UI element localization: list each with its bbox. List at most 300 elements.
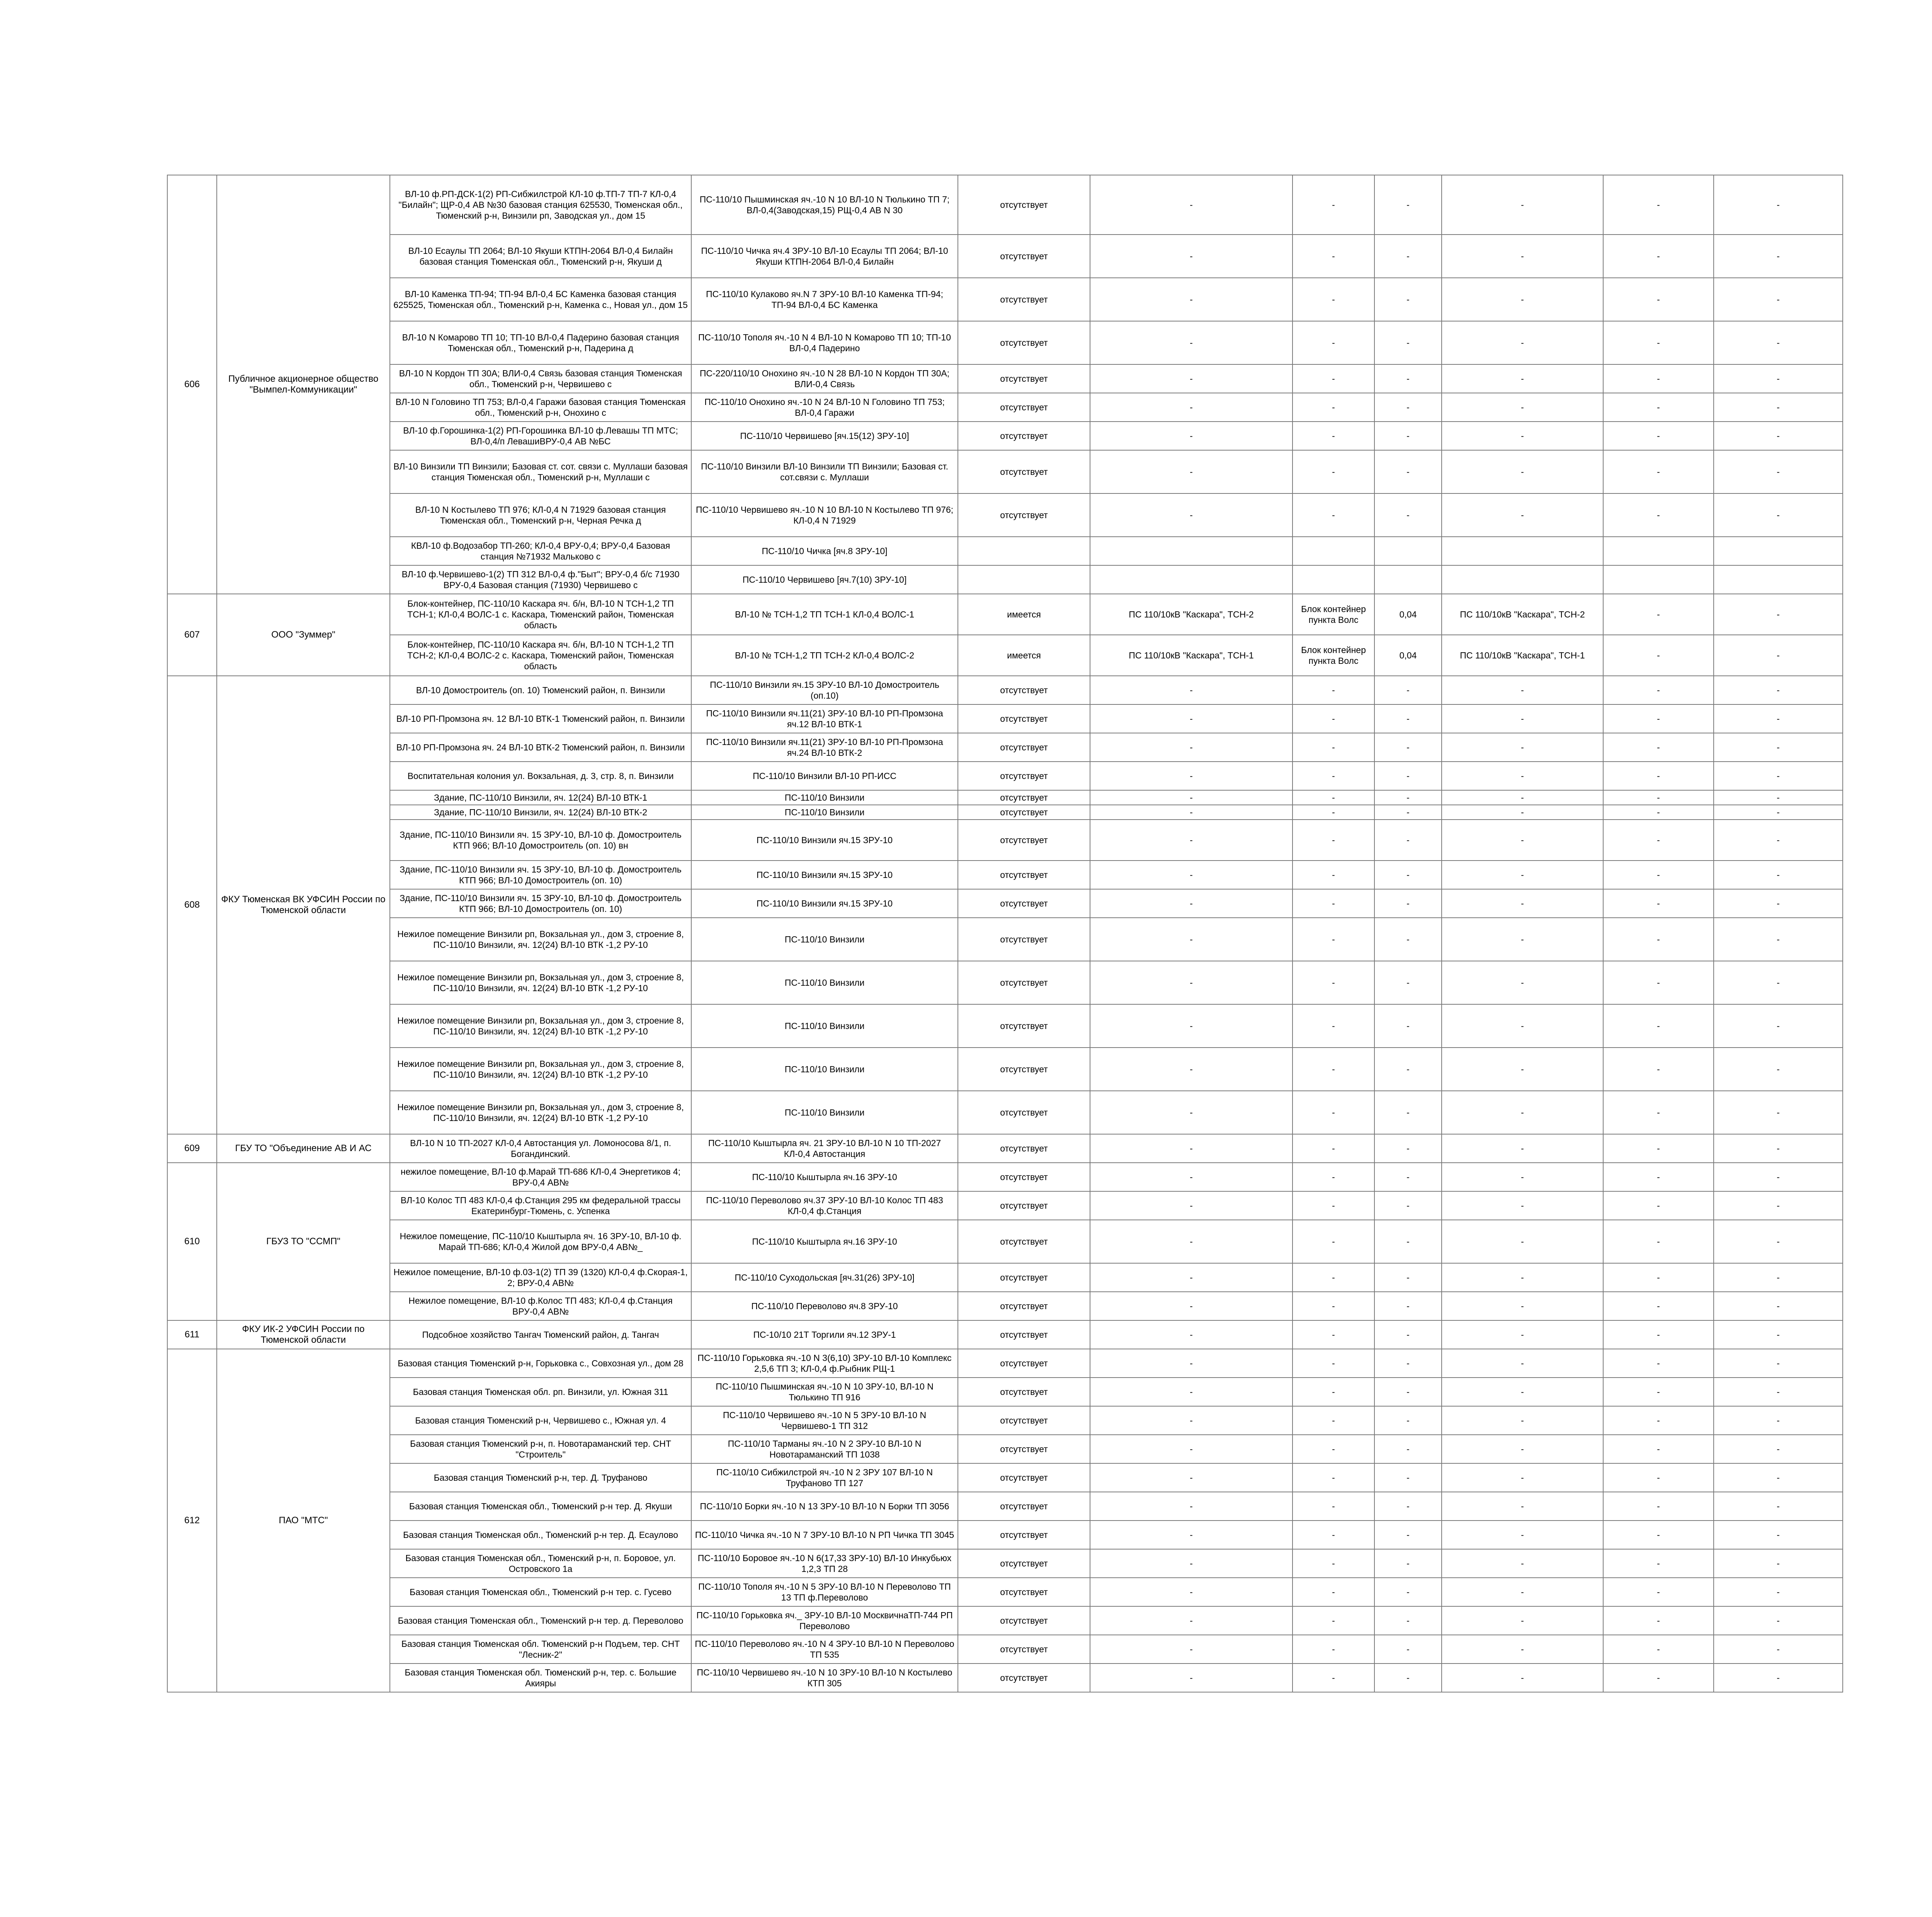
status-cell: отсутствует [958,704,1090,733]
object-cell: Здание, ПС-110/10 Винзили яч. 15 ЗРУ-10, ВЛ-10 ф. Домостроитель КТП 966; ВЛ-10 Домостроитель (оп. 10) вн [390,820,691,861]
col5-cell: - [1090,1606,1293,1635]
status-cell: имеется [958,594,1090,635]
status-cell: отсутствует [958,1492,1090,1521]
col5-cell: - [1090,235,1293,278]
object-cell: Нежилое помещение Винзили рп, Вокзальная ул., дом 3, строение 8, ПС-110/10 Винзили, яч. 12(24) ВЛ-10 ВТК -1,2 РУ-10 [390,961,691,1004]
col10-cell: - [1714,1664,1843,1692]
col10-cell: - [1714,450,1843,493]
object-cell: Базовая станция Тюменский р-н, Червишево с., Южная ул. 4 [390,1406,691,1435]
row-number-cell: 611 [167,1320,217,1349]
col5-cell: - [1090,1664,1293,1692]
source-cell: ПС-110/10 Борки яч.-10 N 13 ЗРУ-10 ВЛ-10 N Борки ТП 3056 [691,1492,958,1521]
object-cell: Базовая станция Тюменский р-н, тер. Д. Труфаново [390,1463,691,1492]
col8-cell: - [1442,704,1603,733]
object-cell: ВЛ-10 Винзили ТП Винзили; Базовая ст. сот. связи с. Муллаши базовая станция Тюменская обл., Тюменский р-н, Муллаши с [390,450,691,493]
col6-cell: - [1293,704,1374,733]
source-cell: ПС-110/10 Тарманы яч.-10 N 2 ЗРУ-10 ВЛ-10 N Новотараманский ТП 1038 [691,1435,958,1463]
col9-cell: - [1603,1664,1714,1692]
col7-cell: - [1374,393,1442,422]
row-number-cell: 606 [167,175,217,594]
col6-cell: - [1293,1134,1374,1163]
col9-cell: - [1603,1635,1714,1664]
object-cell: Нежилое помещение, ВЛ-10 ф.03-1(2) ТП 39 (1320) КЛ-0,4 ф.Скорая-1, 2; ВРУ-0,4 АВ№ [390,1263,691,1292]
col8-cell: - [1442,889,1603,918]
col6-cell: - [1293,1606,1374,1635]
status-cell: отсутствует [958,1091,1090,1134]
status-cell: отсутствует [958,1435,1090,1463]
table-row [167,1492,1843,1521]
table-row [167,861,1843,889]
organization-cell: ФКУ ИК-2 УФСИН России по Тюменской области [217,1320,390,1349]
status-cell: отсутствует [958,733,1090,762]
col7-cell: - [1374,961,1442,1004]
table-row [167,1578,1843,1606]
col6-cell: - [1293,762,1374,790]
status-cell: отсутствует [958,1048,1090,1091]
source-cell: ПС-110/10 Переволово яч.37 ЗРУ-10 ВЛ-10 Колос ТП 483 КЛ-0,4 ф.Станция [691,1191,958,1220]
col5-cell: - [1090,1406,1293,1435]
col10-cell: - [1714,676,1843,704]
col6-cell: - [1293,1048,1374,1091]
col10-cell: - [1714,1163,1843,1191]
col10-cell: - [1714,790,1843,805]
source-cell: ПС-110/10 Чичка [яч.8 ЗРУ-10] [691,537,958,565]
col7-cell: - [1374,235,1442,278]
status-cell [958,565,1090,594]
col6-cell: - [1293,1292,1374,1320]
source-cell: ПС-110/10 Кулаково яч.N 7 ЗРУ-10 ВЛ-10 Каменка ТП-94; ТП-94 ВЛ-0,4 БС Каменка [691,278,958,321]
col9-cell: - [1603,1263,1714,1292]
col7-cell: 0,04 [1374,594,1442,635]
col8-cell: - [1442,805,1603,820]
table-row [167,450,1843,493]
object-cell: Базовая станция Тюменская обл. Тюменский р-н, тер. с. Большие Акияры [390,1664,691,1692]
col7-cell: - [1374,1163,1442,1191]
col10-cell: - [1714,393,1843,422]
table-row [167,422,1843,450]
source-cell: ВЛ-10 № ТСН-1,2 ТП ТСН-1 КЛ-0,4 ВОЛС-1 [691,594,958,635]
object-cell: ВЛ-10 ф.Червишево-1(2) ТП 312 ВЛ-0,4 ф."Быт"; ВРУ-0,4 б/с 71930 ВРУ-0,4 Базовая станция (71930) Червишево с [390,565,691,594]
object-cell: Блок-контейнер, ПС-110/10 Каскара яч. б/н, ВЛ-10 N ТСН-1,2 ТП ТСН-2; КЛ-0,4 ВОЛС-2 с. Каскара, Тюменский район, Тюменская область [390,635,691,676]
organization-cell: ООО "Зуммер" [217,594,390,676]
status-cell: отсутствует [958,762,1090,790]
object-cell: Базовая станция Тюменская обл., Тюменский р-н тер. Д. Якуши [390,1492,691,1521]
table-row [167,1134,1843,1163]
col9-cell: - [1603,1349,1714,1378]
col10-cell: - [1714,1220,1843,1263]
organization-cell: ПАО "МТС" [217,1349,390,1692]
col8-cell: - [1442,450,1603,493]
col8-cell: - [1442,1134,1603,1163]
col8-cell: - [1442,1320,1603,1349]
col6-cell: Блок контейнер пункта Волс [1293,594,1374,635]
col5-cell: - [1090,278,1293,321]
col7-cell: - [1374,1048,1442,1091]
source-cell: ПС-110/10 Горьковка яч.-10 N 3(6,10) ЗРУ-10 ВЛ-10 Комплекс 2,5,6 ТП 3; КЛ-0,4 ф.Рыбник РЩ-1 [691,1349,958,1378]
col9-cell: - [1603,393,1714,422]
col10-cell: - [1714,1492,1843,1521]
col8-cell: - [1442,364,1603,393]
source-cell: ПС-110/10 Горьковка яч._ ЗРУ-10 ВЛ-10 МосквичнаТП-744 РП Переволово [691,1606,958,1635]
col6-cell: - [1293,1435,1374,1463]
status-cell: отсутствует [958,1664,1090,1692]
table-row [167,321,1843,364]
organization-cell: ГБУЗ ТО "ССМП" [217,1163,390,1320]
col5-cell: - [1090,1048,1293,1091]
row-number-cell: 612 [167,1349,217,1692]
source-cell: ПС-110/10 Боровое яч.-10 N 6(17,33 ЗРУ-10) ВЛ-10 Инкубьюх 1,2,3 ТП 28 [691,1549,958,1578]
col10-cell: - [1714,635,1843,676]
col7-cell: - [1374,1549,1442,1578]
source-cell: ПС-110/10 Кыштырла яч. 21 ЗРУ-10 ВЛ-10 N 10 ТП-2027 КЛ-0,4 Автостанция [691,1134,958,1163]
col10-cell: - [1714,918,1843,961]
col6-cell: - [1293,1091,1374,1134]
table-row [167,635,1843,676]
col6-cell: - [1293,733,1374,762]
col9-cell: - [1603,704,1714,733]
source-cell: ПС-110/10 Винзили яч.11(21) ЗРУ-10 ВЛ-10 РП-Промзона яч.24 ВЛ-10 ВТК-2 [691,733,958,762]
col9-cell: - [1603,1492,1714,1521]
col7-cell: - [1374,364,1442,393]
col8-cell: ПС 110/10кВ "Каскара", ТСН-1 [1442,635,1603,676]
col9-cell: - [1603,1004,1714,1048]
status-cell: отсутствует [958,1406,1090,1435]
col9-cell: - [1603,450,1714,493]
col8-cell: - [1442,1163,1603,1191]
status-cell: отсутствует [958,805,1090,820]
source-cell: ПС-110/10 Винзили ВЛ-10 Винзили ТП Винзили; Базовая ст. сот.связи с. Муллаши [691,450,958,493]
status-cell: отсутствует [958,235,1090,278]
object-cell: Здание, ПС-110/10 Винзили яч. 15 ЗРУ-10, ВЛ-10 ф. Домостроитель КТП 966; ВЛ-10 Домостроитель (оп. 10) [390,861,691,889]
col9-cell: - [1603,594,1714,635]
col9-cell: - [1603,918,1714,961]
table-row [167,889,1843,918]
col6-cell: Блок контейнер пункта Волс [1293,635,1374,676]
col6-cell: - [1293,493,1374,537]
col7-cell: - [1374,1406,1442,1435]
table-row [167,762,1843,790]
source-cell: ПС-110/10 Переволово яч.8 ЗРУ-10 [691,1292,958,1320]
col9-cell: - [1603,820,1714,861]
col8-cell: - [1442,1406,1603,1435]
col7-cell: - [1374,762,1442,790]
row-number-cell: 610 [167,1163,217,1320]
col9-cell: - [1603,1378,1714,1406]
col9-cell: - [1603,1578,1714,1606]
col7-cell [1374,565,1442,594]
col5-cell: - [1090,918,1293,961]
col8-cell: - [1442,1549,1603,1578]
object-cell: Базовая станция Тюменская обл., Тюменский р-н, п. Боровое, ул. Островского 1а [390,1549,691,1578]
col5-cell: - [1090,1435,1293,1463]
col6-cell: - [1293,918,1374,961]
table-row [167,537,1843,565]
col5-cell: - [1090,889,1293,918]
col6-cell [1293,537,1374,565]
col6-cell: - [1293,1521,1374,1549]
col6-cell: - [1293,1163,1374,1191]
col8-cell: - [1442,235,1603,278]
col5-cell: - [1090,1191,1293,1220]
object-cell: КВЛ-10 ф.Водозабор ТП-260; КЛ-0,4 ВРУ-0,4; ВРУ-0,4 Базовая станция №71932 Мальково с [390,537,691,565]
object-cell: ВЛ-10 ф.РП-ДСК-1(2) РП-Сибжилстрой КЛ-10 ф.ТП-7 ТП-7 КЛ-0,4 "Билайн"; ЩР-0,4 АВ №30 базовая станция 625530, Тюменская обл., Тюменский р-н, Винзили рп, Заводская ул., дом 15 [390,175,691,235]
col8-cell: - [1442,175,1603,235]
source-cell: ПС-10/10 21Т Торгили яч.12 ЗРУ-1 [691,1320,958,1349]
col10-cell: - [1714,861,1843,889]
col8-cell: - [1442,393,1603,422]
col10-cell: - [1714,1635,1843,1664]
status-cell: отсутствует [958,1578,1090,1606]
col9-cell: - [1603,1134,1714,1163]
col7-cell: - [1374,1521,1442,1549]
table-row [167,1664,1843,1692]
col5-cell: - [1090,1521,1293,1549]
source-cell: ПС-110/10 Винзили [691,961,958,1004]
status-cell: отсутствует [958,1606,1090,1635]
col5-cell: - [1090,1378,1293,1406]
object-cell: Базовая станция Тюменская обл., Тюменский р-н тер. д. Переволово [390,1606,691,1635]
col5-cell: - [1090,1463,1293,1492]
col8-cell: - [1442,1664,1603,1692]
row-number-cell: 608 [167,676,217,1134]
col7-cell: - [1374,1492,1442,1521]
table-row [167,393,1843,422]
col8-cell: - [1442,733,1603,762]
col10-cell: - [1714,704,1843,733]
col7-cell: - [1374,493,1442,537]
source-cell: ПС-110/10 Кыштырла яч.16 ЗРУ-10 [691,1163,958,1191]
source-cell: ПС-110/10 Тополя яч.-10 N 4 ВЛ-10 N Комарово ТП 10; ТП-10 ВЛ-0,4 Падерино [691,321,958,364]
table-row [167,1048,1843,1091]
status-cell: отсутствует [958,918,1090,961]
object-cell: Базовая станция Тюменская обл., Тюменский р-н тер. Д. Есаулово [390,1521,691,1549]
status-cell: отсутствует [958,1635,1090,1664]
object-cell: ВЛ-10 ф.Горошинка-1(2) РП-Горошинка ВЛ-10 ф.Левашы ТП МТС; ВЛ-0,4/п ЛевашиВРУ-0,4 АВ №БС [390,422,691,450]
source-cell: ПС-110/10 Винзили яч.15 ЗРУ-10 ВЛ-10 Домостроитель (оп.10) [691,676,958,704]
col8-cell: - [1442,422,1603,450]
col8-cell: - [1442,820,1603,861]
col8-cell: - [1442,1606,1603,1635]
col10-cell [1714,537,1843,565]
col9-cell: - [1603,1292,1714,1320]
source-cell: ПС-110/10 Винзили [691,1048,958,1091]
table-row [167,1349,1843,1378]
source-cell: ПС-110/10 Винзили яч.11(21) ЗРУ-10 ВЛ-10 РП-Промзона яч.12 ВЛ-10 ВТК-1 [691,704,958,733]
table-row [167,1263,1843,1292]
object-cell: Подсобное хозяйство Тангач Тюменский район, д. Тангач [390,1320,691,1349]
object-cell: ВЛ-10 N Кордон ТП 30А; ВЛИ-0,4 Связь базовая станция Тюменская обл., Тюменский р-н, Червишево с [390,364,691,393]
table-row [167,918,1843,961]
status-cell: отсутствует [958,1191,1090,1220]
status-cell: отсутствует [958,493,1090,537]
object-cell: Нежилое помещение Винзили рп, Вокзальная ул., дом 3, строение 8, ПС-110/10 Винзили, яч. 12(24) ВЛ-10 ВТК -1,2 РУ-10 [390,1091,691,1134]
col6-cell: - [1293,1492,1374,1521]
col9-cell [1603,537,1714,565]
status-cell: отсутствует [958,1349,1090,1378]
col8-cell: - [1442,918,1603,961]
col8-cell: - [1442,1191,1603,1220]
status-cell: отсутствует [958,1549,1090,1578]
table-row [167,1549,1843,1578]
col5-cell: - [1090,1549,1293,1578]
status-cell: отсутствует [958,364,1090,393]
col7-cell: - [1374,790,1442,805]
col9-cell: - [1603,805,1714,820]
col6-cell: - [1293,961,1374,1004]
object-cell: Нежилое помещение Винзили рп, Вокзальная ул., дом 3, строение 8, ПС-110/10 Винзили, яч. 12(24) ВЛ-10 ВТК -1,2 РУ-10 [390,1048,691,1091]
col8-cell: - [1442,278,1603,321]
col6-cell: - [1293,676,1374,704]
col8-cell: - [1442,676,1603,704]
col7-cell: - [1374,422,1442,450]
col10-cell: - [1714,820,1843,861]
col6-cell: - [1293,820,1374,861]
col7-cell: - [1374,1664,1442,1692]
table-row [167,961,1843,1004]
table-row [167,1320,1843,1349]
col10-cell: - [1714,1378,1843,1406]
col5-cell: - [1090,961,1293,1004]
object-cell: Нежилое помещение Винзили рп, Вокзальная ул., дом 3, строение 8, ПС-110/10 Винзили, яч. 12(24) ВЛ-10 ВТК -1,2 РУ-10 [390,918,691,961]
data-table [167,175,1843,1692]
status-cell: отсутствует [958,1378,1090,1406]
status-cell: отсутствует [958,1163,1090,1191]
status-cell: отсутствует [958,422,1090,450]
col6-cell: - [1293,1664,1374,1692]
source-cell: ПС-110/10 Кыштырла яч.16 ЗРУ-10 [691,1220,958,1263]
col6-cell: - [1293,1549,1374,1578]
table-row [167,1521,1843,1549]
object-cell: нежилое помещение, ВЛ-10 ф.Марай ТП-686 КЛ-0,4 Энергетиков 4; ВРУ-0,4 АВ№ [390,1163,691,1191]
object-cell: Базовая станция Тюменский р-н, п. Новотараманский тер. СНТ "Строитель" [390,1435,691,1463]
col9-cell: - [1603,1606,1714,1635]
col9-cell: - [1603,1435,1714,1463]
col10-cell: - [1714,1435,1843,1463]
col10-cell: - [1714,1349,1843,1378]
table-row [167,1463,1843,1492]
col5-cell: - [1090,676,1293,704]
source-cell: ПС-110/10 Винзили [691,1091,958,1134]
col6-cell: - [1293,1635,1374,1664]
col10-cell: - [1714,1606,1843,1635]
col7-cell: - [1374,1263,1442,1292]
col5-cell: - [1090,321,1293,364]
col7-cell: - [1374,1004,1442,1048]
object-cell: Блок-контейнер, ПС-110/10 Каскара яч. б/н, ВЛ-10 N ТСН-1,2 ТП ТСН-1; КЛ-0,4 ВОЛС-1 с. Каскара, Тюменский район, Тюменская область [390,594,691,635]
col10-cell: - [1714,1048,1843,1091]
source-cell: ПС-110/10 Чичка яч.-10 N 7 ЗРУ-10 ВЛ-10 N РП Чичка ТП 3045 [691,1521,958,1549]
col10-cell: - [1714,1292,1843,1320]
col7-cell: - [1374,1091,1442,1134]
col9-cell: - [1603,1463,1714,1492]
col10-cell: - [1714,422,1843,450]
col7-cell: - [1374,321,1442,364]
status-cell: отсутствует [958,1292,1090,1320]
col8-cell: - [1442,1521,1603,1549]
col5-cell: - [1090,1220,1293,1263]
col7-cell: - [1374,676,1442,704]
col8-cell: - [1442,1292,1603,1320]
col7-cell: - [1374,1578,1442,1606]
col5-cell: - [1090,1492,1293,1521]
object-cell: Здание, ПС-110/10 Винзили яч. 15 ЗРУ-10, ВЛ-10 ф. Домостроитель КТП 966; ВЛ-10 Домостроитель (оп. 10) [390,889,691,918]
status-cell: отсутствует [958,1320,1090,1349]
col9-cell: - [1603,1163,1714,1191]
source-cell: ПС-110/10 Винзили [691,805,958,820]
col5-cell: - [1090,704,1293,733]
col7-cell: - [1374,820,1442,861]
table-row [167,1091,1843,1134]
col5-cell: - [1090,1091,1293,1134]
col5-cell: - [1090,493,1293,537]
col5-cell: - [1090,422,1293,450]
col10-cell: - [1714,364,1843,393]
col10-cell: - [1714,1406,1843,1435]
col8-cell: - [1442,1048,1603,1091]
col7-cell: - [1374,1463,1442,1492]
source-cell: ПС-110/10 Винзили [691,1004,958,1048]
source-cell: ПС-220/110/10 Онохино яч.-10 N 28 ВЛ-10 N Кордон ТП 30А; ВЛИ-0,4 Связь [691,364,958,393]
col8-cell: - [1442,1263,1603,1292]
col10-cell: - [1714,1320,1843,1349]
source-cell: ПС-110/10 Винзили яч.15 ЗРУ-10 [691,861,958,889]
col8-cell: - [1442,790,1603,805]
col5-cell: - [1090,1163,1293,1191]
col5-cell: - [1090,175,1293,235]
col9-cell: - [1603,422,1714,450]
source-cell: ПС-110/10 Онохино яч.-10 N 24 ВЛ-10 N Головино ТП 753; ВЛ-0,4 Гаражи [691,393,958,422]
table-row [167,364,1843,393]
source-cell: ПС-110/10 Червишево яч.-10 N 5 ЗРУ-10 ВЛ-10 N Червишево-1 ТП 312 [691,1406,958,1435]
col10-cell: - [1714,1091,1843,1134]
source-cell: ПС-110/10 Пышминская яч.-10 N 10 ВЛ-10 N Тюлькино ТП 7; ВЛ-0,4(Заводская,15) РЩ-0,4 АВ N 30 [691,175,958,235]
col6-cell: - [1293,1191,1374,1220]
source-cell: ПС-110/10 Винзили [691,790,958,805]
col5-cell: - [1090,762,1293,790]
col9-cell: - [1603,1220,1714,1263]
col5-cell: - [1090,393,1293,422]
status-cell: отсутствует [958,1004,1090,1048]
col10-cell: - [1714,805,1843,820]
table-row [167,1435,1843,1463]
col10-cell: - [1714,1578,1843,1606]
col10-cell: - [1714,733,1843,762]
col8-cell: - [1442,1435,1603,1463]
col5-cell [1090,537,1293,565]
col10-cell: - [1714,1463,1843,1492]
col9-cell: - [1603,733,1714,762]
table-row [167,704,1843,733]
object-cell: Базовая станция Тюменский р-н, Горьковка с., Совхозная ул., дом 28 [390,1349,691,1378]
table-row [167,1191,1843,1220]
col7-cell: - [1374,1191,1442,1220]
object-cell: ВЛ-10 Есаулы ТП 2064; ВЛ-10 Якуши КТПН-2064 ВЛ-0,4 Билайн базовая станция Тюменская обл., Тюменский р-н, Якуши д [390,235,691,278]
col8-cell: ПС 110/10кВ "Каскара", ТСН-2 [1442,594,1603,635]
row-number-cell: 609 [167,1134,217,1163]
table-row [167,1163,1843,1191]
object-cell: ВЛ-10 РП-Промзона яч. 24 ВЛ-10 ВТК-2 Тюменский район, п. Винзили [390,733,691,762]
object-cell: ВЛ-10 N Костылево ТП 976; КЛ-0,4 N 71929 базовая станция Тюменская обл., Тюменский р-н, Черная Речка д [390,493,691,537]
col5-cell: - [1090,790,1293,805]
col7-cell: - [1374,450,1442,493]
source-cell: ПС-110/10 Переволово яч.-10 N 4 ЗРУ-10 ВЛ-10 N Переволово ТП 535 [691,1635,958,1664]
col9-cell: - [1603,1091,1714,1134]
col9-cell: - [1603,321,1714,364]
source-cell: ПС-110/10 Червишево [яч.7(10) ЗРУ-10] [691,565,958,594]
status-cell: отсутствует [958,393,1090,422]
col6-cell: - [1293,861,1374,889]
col9-cell: - [1603,364,1714,393]
